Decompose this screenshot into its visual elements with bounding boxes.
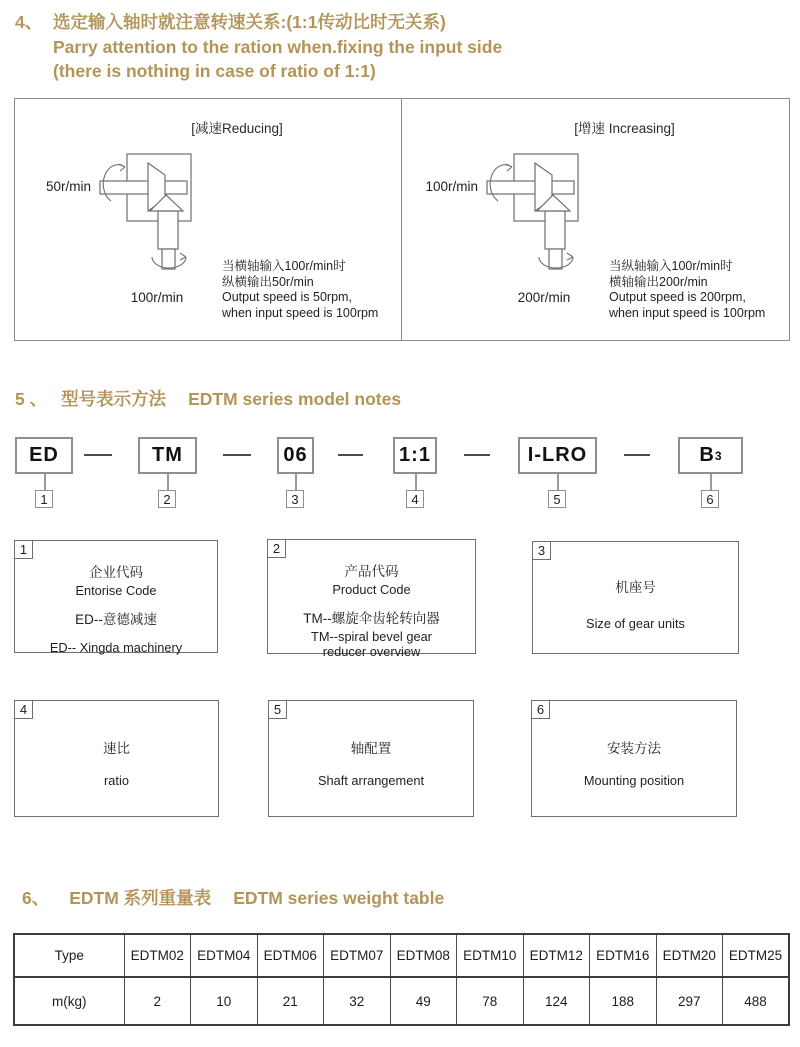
- model-segment-box: [277, 437, 314, 474]
- table-cell-weight: 32: [324, 977, 391, 1025]
- model-tag: 4: [406, 490, 424, 508]
- table-cell-weight: 78: [457, 977, 524, 1025]
- note-box-line: reducer overview: [322, 644, 421, 659]
- model-segment-text: B: [699, 444, 715, 466]
- input-speed-label: 100r/min: [425, 179, 478, 194]
- connector-line: [415, 474, 417, 490]
- model-segment-box: [138, 437, 197, 474]
- note-box-4: [14, 700, 219, 817]
- table-cell-type: EDTM04: [191, 934, 258, 977]
- table-cell-weight: 21: [257, 977, 324, 1025]
- section4-title-en1: Parry attention to the ration when.fixing the input side: [53, 37, 503, 57]
- note-box-line: 企业代码: [89, 565, 143, 580]
- note-box-line: Entorise Code: [75, 583, 157, 598]
- note-box-2: [267, 539, 476, 659]
- note-box-tag: 6: [531, 700, 550, 719]
- model-segment-box: [518, 437, 597, 474]
- connector-line: [44, 474, 46, 490]
- note-box-line: 安装方法: [607, 741, 661, 756]
- model-segment-text: TM: [152, 444, 183, 466]
- model-segment-box: [393, 437, 437, 474]
- table-cell-weight: 49: [390, 977, 457, 1025]
- section4-heading: [15, 9, 502, 82]
- table-cell-type: EDTM10: [457, 934, 524, 977]
- table-cell-type: EDTM08: [390, 934, 457, 977]
- connector-line: [710, 474, 712, 490]
- bevel-gearbox-icon: [480, 149, 582, 281]
- model-segment-box: [678, 437, 743, 474]
- model-segment-text: 06: [283, 444, 308, 466]
- table-cell-type: EDTM07: [324, 934, 391, 977]
- note-box-line: Product Code: [332, 582, 411, 597]
- note-line: Output speed is 50rpm,: [222, 290, 352, 304]
- note-line: Output speed is 200rpm,: [609, 290, 746, 304]
- model-tag: 5: [548, 490, 566, 508]
- reducing-panel: [15, 99, 401, 340]
- section6-number: 6、: [22, 888, 50, 908]
- note-box-tag: 1: [14, 540, 33, 559]
- section5-heading: [15, 386, 401, 411]
- section4-title-en2: (there is nothing in case of ratio of 1:1): [53, 61, 376, 81]
- note-box-line: Shaft arrangement: [318, 773, 424, 788]
- model-segment-text: I-LRO: [527, 444, 588, 466]
- note-box-line: 机座号: [615, 580, 656, 595]
- table-cell-weight: 124: [523, 977, 590, 1025]
- model-segment-text: 1:1: [399, 444, 431, 466]
- note-line: when input speed is 100rpm: [222, 305, 379, 320]
- dash-separator: [624, 454, 650, 456]
- table-cell-weight: 2: [124, 977, 191, 1025]
- input-speed-label: 50r/min: [45, 179, 91, 194]
- output-speed-label: 200r/min: [517, 290, 571, 305]
- connector-line: [167, 474, 169, 490]
- table-cell-type: EDTM25: [723, 934, 790, 977]
- note-box-tag: 3: [532, 541, 551, 560]
- note-box-line: Size of gear units: [586, 616, 685, 631]
- increasing-note: [609, 259, 765, 321]
- increasing-panel: [401, 99, 789, 340]
- output-speed-label: 100r/min: [130, 290, 184, 305]
- section6-title-zh: EDTM 系列重量表: [69, 888, 212, 908]
- note-box-1: [14, 540, 218, 653]
- table-cell-type: EDTM20: [656, 934, 723, 977]
- dash-separator: [338, 454, 363, 456]
- model-tag: 6: [701, 490, 719, 508]
- note-box-6: [531, 700, 737, 817]
- note-box-line: 轴配置: [350, 741, 392, 756]
- section5-title-en: EDTM series model notes: [188, 389, 402, 409]
- model-code-diagram: [0, 437, 800, 513]
- connector-line: [295, 474, 297, 490]
- note-line: 横轴输出200r/min: [609, 274, 708, 289]
- dash-separator: [464, 454, 490, 456]
- model-tag: 2: [158, 490, 176, 508]
- table-header-type: Type: [14, 934, 124, 977]
- table-row-types: [14, 934, 789, 977]
- note-line: 当横轴输入100r/min时: [222, 259, 346, 273]
- bevel-gearbox-icon: [93, 149, 195, 281]
- note-box-tag: 2: [267, 539, 286, 558]
- note-line: 纵横输出50r/min: [222, 274, 314, 289]
- table-row-weights: [14, 977, 789, 1025]
- note-box-3: [532, 541, 739, 654]
- section4-number: 4、: [15, 12, 43, 32]
- section6-heading: [22, 885, 444, 910]
- table-cell-type: EDTM02: [124, 934, 191, 977]
- table-cell-type: EDTM06: [257, 934, 324, 977]
- table-cell-type: EDTM12: [523, 934, 590, 977]
- table-header-weight: m(kg): [14, 977, 124, 1025]
- speed-relation-diagram-box: [14, 98, 790, 341]
- model-tag: 1: [35, 490, 53, 508]
- reducing-note: [222, 259, 378, 321]
- section5-title-zh: 型号表示方法: [61, 389, 167, 409]
- note-line: 当纵轴输入100r/min时: [609, 259, 733, 273]
- model-segment-text: ED: [29, 444, 59, 466]
- increasing-panel-title: [增速 Increasing]: [574, 121, 675, 136]
- note-box-line: TM--螺旋伞齿轮转向器: [303, 611, 440, 626]
- note-box-line: ED-- Xingda machinery: [49, 640, 183, 655]
- table-cell-weight: 188: [590, 977, 657, 1025]
- note-line: when input speed is 100rpm: [609, 305, 766, 320]
- section4-title-zh: 选定输入轴时就注意转速关系:(1:1传动比时无关系): [53, 12, 446, 32]
- note-box-5: [268, 700, 474, 817]
- note-box-line: Mounting position: [583, 773, 685, 788]
- table-cell-weight: 488: [723, 977, 790, 1025]
- weight-table: [13, 933, 790, 1026]
- dash-separator: [223, 454, 251, 456]
- section5-number: 5 、: [15, 389, 48, 409]
- section6-title-en: EDTM series weight table: [233, 888, 445, 908]
- model-segment-box: [15, 437, 73, 474]
- note-box-tag: 4: [14, 700, 33, 719]
- note-box-line: TM--spiral bevel gear: [311, 629, 432, 644]
- model-tag: 3: [286, 490, 304, 508]
- note-box-line: 速比: [103, 741, 130, 756]
- table-cell-type: EDTM16: [590, 934, 657, 977]
- table-cell-weight: 10: [191, 977, 258, 1025]
- note-box-line: 产品代码: [344, 564, 399, 579]
- model-segment-subscript: 3: [714, 448, 722, 463]
- note-box-line: ED--意德减速: [75, 612, 157, 627]
- note-box-line: ratio: [104, 773, 129, 788]
- dash-separator: [84, 454, 112, 456]
- connector-line: [557, 474, 559, 490]
- reducing-panel-title: [减速Reducing]: [191, 121, 283, 136]
- note-box-tag: 5: [268, 700, 287, 719]
- table-cell-weight: 297: [656, 977, 723, 1025]
